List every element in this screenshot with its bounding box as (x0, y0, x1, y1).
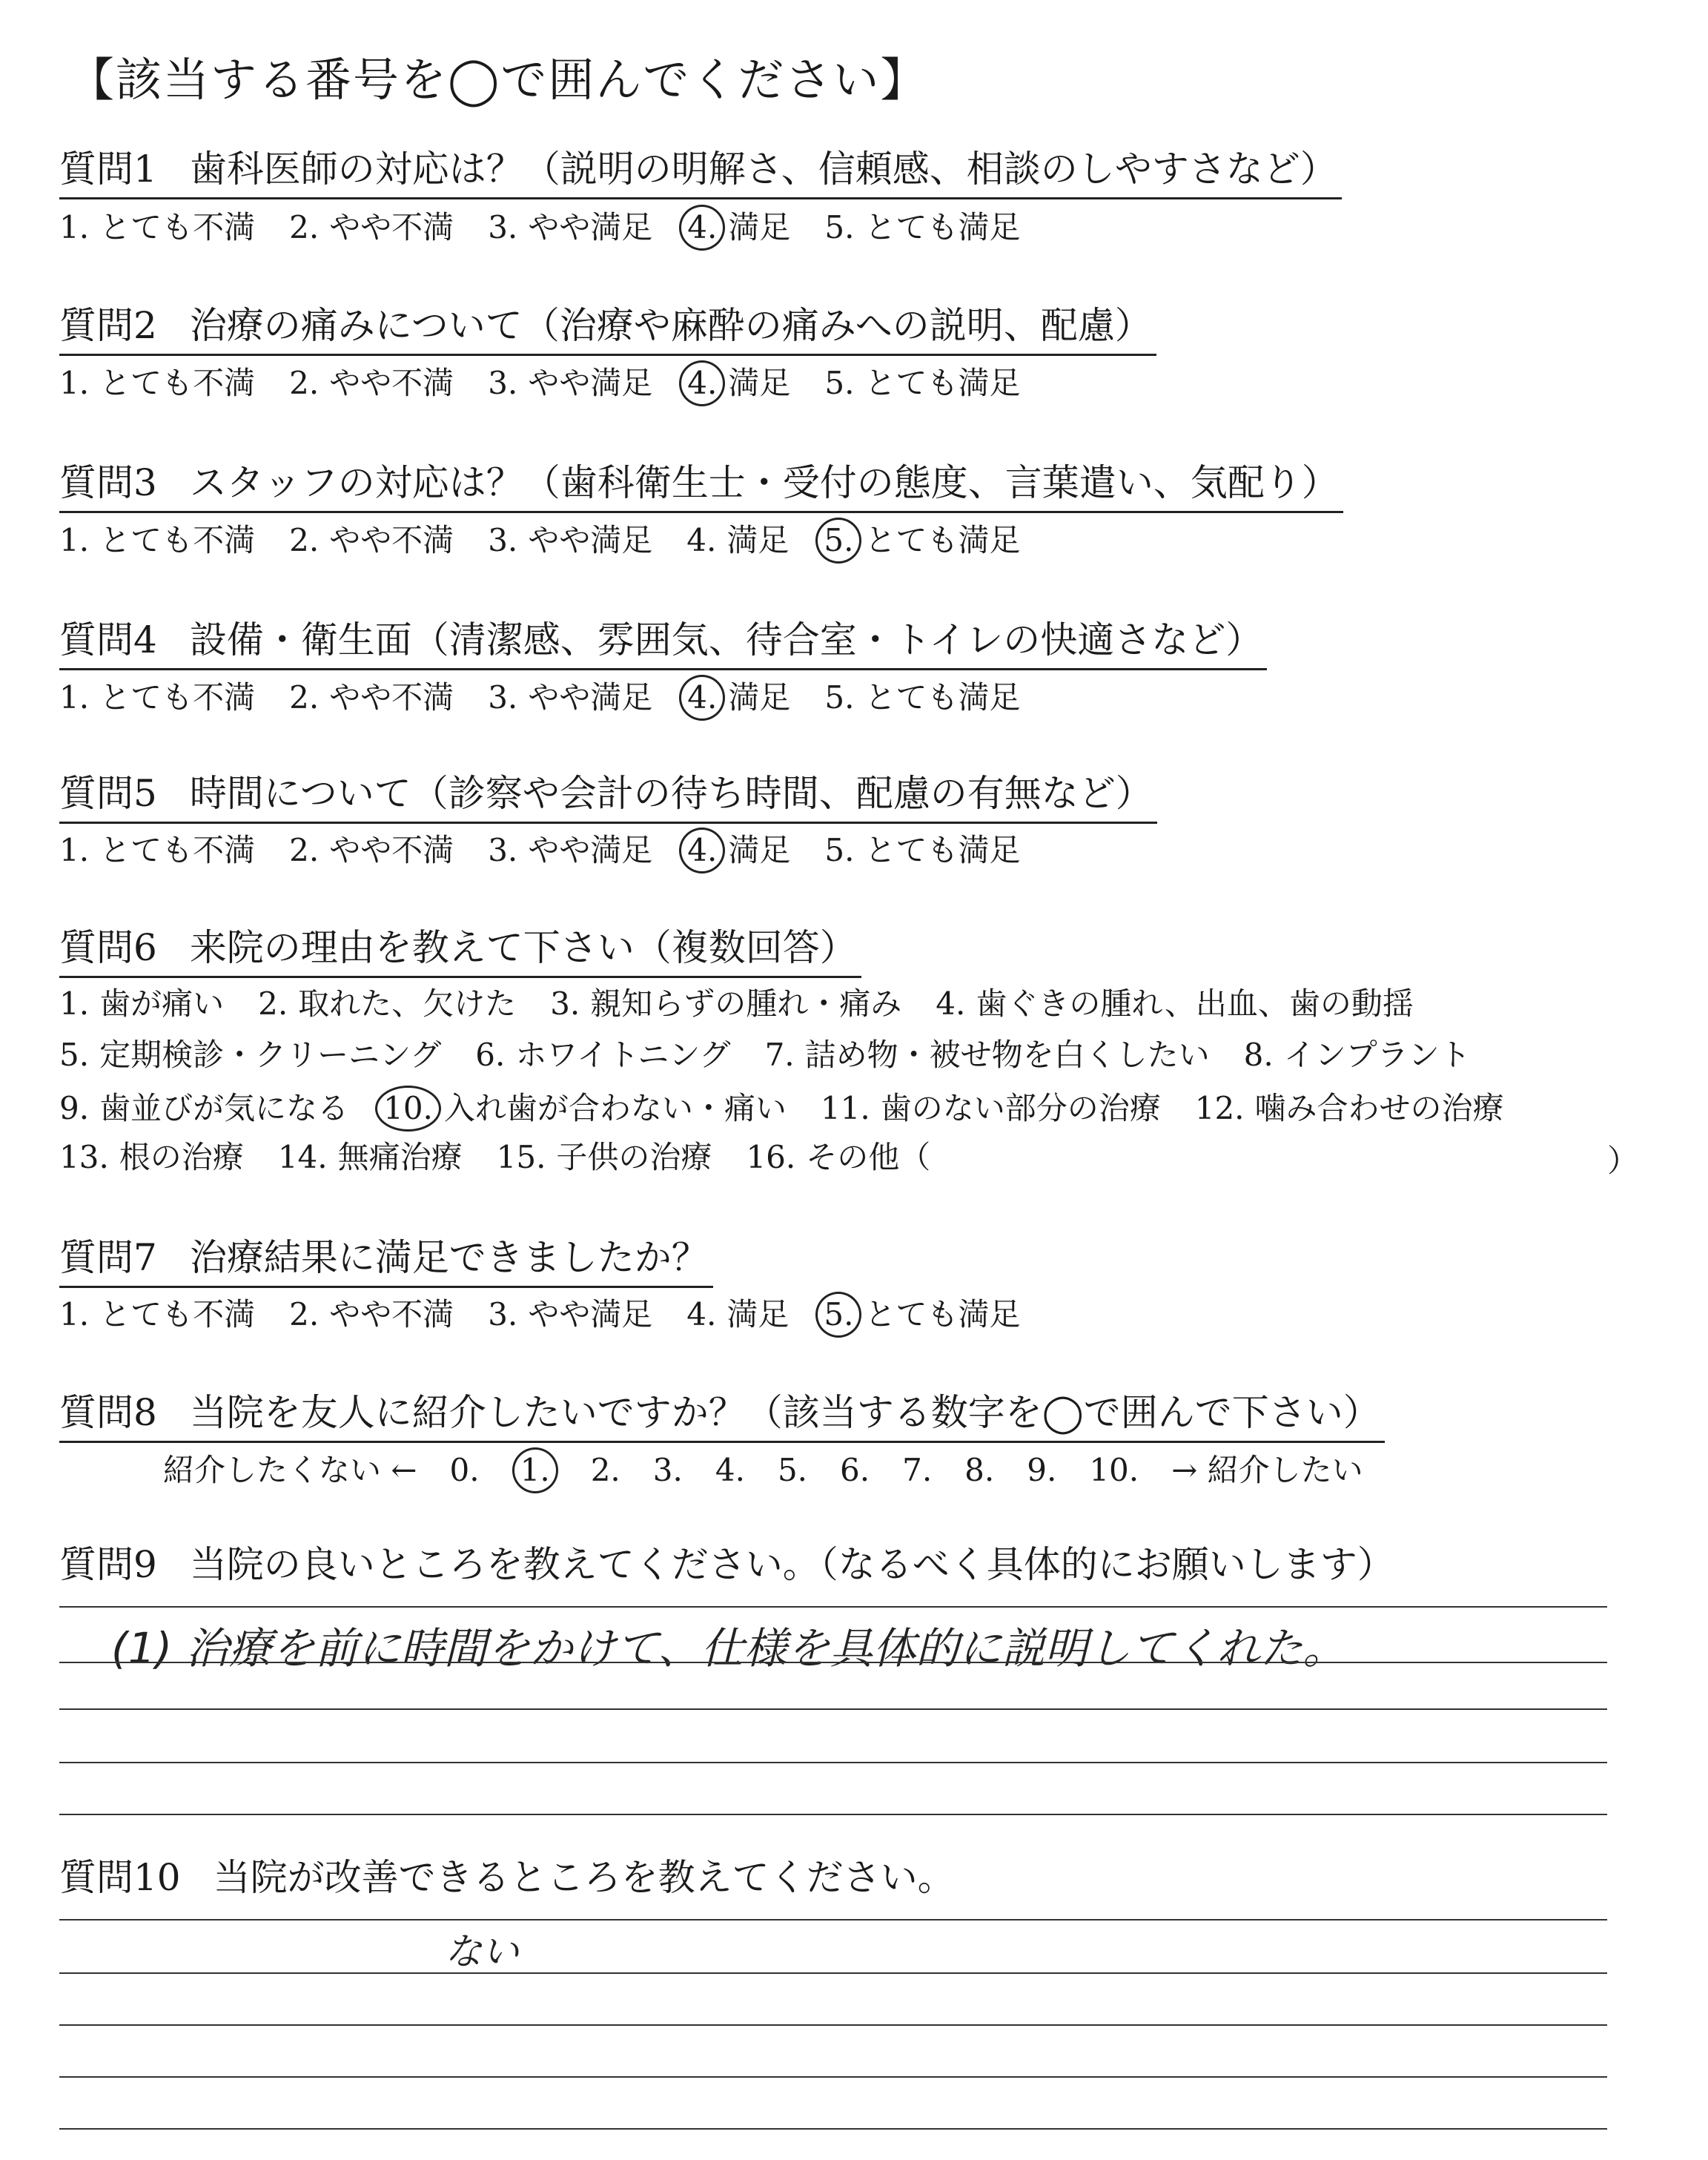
answer-line (59, 1814, 1607, 1815)
q6-option-number: 10. (375, 1086, 441, 1132)
q6-option-label: ホワイトニング (515, 1037, 731, 1073)
q4-option-label: やや不満 (329, 679, 454, 716)
q4-header (59, 616, 1267, 670)
q1-text: 歯科医師の対応は？（説明の明解さ、信頼感、相談のしやすさなど） (189, 148, 1337, 191)
q6-option[interactable] (1195, 1088, 1504, 1129)
q6-option[interactable] (497, 1137, 712, 1178)
q4-text: 設備・衛生面（清潔感、雰囲気、待合室・トイレの快適さなど） (189, 618, 1263, 661)
q6-option[interactable] (550, 983, 901, 1025)
q5-options (59, 828, 1054, 873)
q5-option[interactable] (289, 830, 454, 871)
q2-option-number: 1. (59, 365, 90, 401)
q6-option-label: 無痛治療 (337, 1139, 463, 1175)
q6-option-number: 6. (475, 1037, 506, 1073)
q6-option-label: 定期検診・クリーニング (99, 1037, 442, 1073)
q6-option-number: 15. (496, 1139, 546, 1175)
q5-option-number: 1. (59, 832, 90, 868)
q5-option[interactable] (59, 830, 255, 871)
q2-option[interactable] (824, 363, 1020, 404)
q7-option[interactable] (686, 1294, 789, 1335)
q2-option-number: 4. (679, 360, 725, 406)
q8-scale-option[interactable]: 1. (512, 1447, 558, 1493)
q2-label: 質問2 (59, 304, 157, 347)
q3-option-number: 5. (815, 518, 861, 564)
answer-line (59, 1662, 1607, 1663)
q6-option-number: 14. (277, 1139, 328, 1175)
q6-option-number: 2. (258, 985, 288, 1022)
q6-option-label: 歯のない部分の治療 (880, 1090, 1161, 1126)
q9-text: 当院の良いところを教えてください。（なるべく具体的にお願いします） (189, 1543, 1394, 1586)
q6-option[interactable] (59, 1088, 348, 1129)
q8-scale-option[interactable]: 0. (449, 1452, 480, 1488)
q6-option-label: 親知らずの腫れ・痛み (590, 985, 902, 1022)
q7-option[interactable] (289, 1294, 454, 1335)
q9-label: 質問9 (59, 1543, 157, 1586)
q4-option-number: 2. (289, 679, 320, 716)
q2-option[interactable] (686, 360, 790, 406)
q6-option-label: 歯が痛い (99, 985, 225, 1022)
q6-option-number: 12. (1194, 1090, 1245, 1126)
q4-option-number: 4. (679, 675, 725, 721)
q5-option-label: 満足 (728, 832, 791, 868)
q6-option-label: 歯並びが気になる (99, 1090, 349, 1126)
q6-option[interactable] (59, 1034, 441, 1076)
q6-option[interactable] (383, 1086, 787, 1132)
q6-option-number: 11. (820, 1090, 870, 1126)
q2-option-label: やや満足 (528, 365, 653, 401)
q7-option-number: 4. (686, 1296, 717, 1332)
q6-options-row (59, 1034, 1505, 1076)
q2-option-label: やや不満 (329, 365, 454, 401)
q4-option[interactable] (59, 677, 255, 719)
q6-option-label: 詰め物・被せ物を白くしたい (804, 1037, 1210, 1073)
q5-option-number: 2. (289, 832, 320, 868)
q5-option-number: 3. (488, 832, 518, 868)
q6-option-label: 歯ぐきの腫れ、出血、歯の動揺 (976, 985, 1414, 1022)
q9-handwritten-answer: (1) 治療を前に時間をかけて、仕様を具体的に説明してくれた。 (111, 1623, 1346, 1674)
q6-other-close: ） (1607, 1143, 1639, 1179)
q3-header (59, 459, 1343, 513)
q8-label: 質問8 (59, 1391, 157, 1434)
q1-option[interactable] (488, 207, 652, 248)
q2-options (59, 360, 1054, 406)
q1-option-label: やや不満 (329, 209, 454, 245)
q5-option-number: 4. (679, 828, 725, 873)
q7-option-label: やや不満 (329, 1296, 454, 1332)
q5-header (59, 770, 1157, 824)
q4-option[interactable] (488, 677, 652, 719)
q1-label: 質問1 (59, 148, 157, 191)
q3-option-number: 4. (686, 522, 717, 558)
q8-scale-option[interactable]: 10. (1089, 1452, 1139, 1488)
q5-option-label: とても満足 (864, 832, 1021, 868)
q7-options (59, 1292, 1054, 1338)
q10-header (59, 1854, 959, 1906)
q1-option[interactable] (824, 207, 1020, 248)
q6-option[interactable] (59, 983, 224, 1025)
q4-option-number: 3. (488, 679, 518, 716)
q7-header (59, 1234, 713, 1288)
q6-option-number: 5. (59, 1037, 90, 1073)
q1-option-number: 3. (488, 209, 518, 245)
q1-option[interactable] (59, 207, 255, 248)
q6-option[interactable] (258, 983, 516, 1025)
q5-option-number: 5. (824, 832, 855, 868)
q3-options (59, 518, 1054, 564)
q6-option[interactable] (821, 1088, 1161, 1129)
q8-scale (163, 1447, 1396, 1493)
q6-option-number: 1. (59, 985, 90, 1022)
q8-scale-option[interactable]: 8. (964, 1452, 995, 1488)
q2-option[interactable] (289, 363, 454, 404)
q7-option-label: やや満足 (528, 1296, 653, 1332)
q6-option-label: 噛み合わせの治療 (1254, 1090, 1504, 1126)
q3-option-number: 1. (59, 522, 90, 558)
answer-line (59, 2128, 1607, 2130)
q2-option-number: 3. (488, 365, 518, 401)
q6-option-number: 9. (59, 1090, 90, 1126)
q7-option-label: とても満足 (864, 1296, 1021, 1332)
q7-text: 治療結果に満足できましたか？ (189, 1236, 709, 1279)
answer-line (59, 1762, 1607, 1763)
q5-option[interactable] (488, 830, 652, 871)
q8-scale-option[interactable]: 9. (1027, 1452, 1057, 1488)
q1-option-number: 1. (59, 209, 90, 245)
q6-options-row (59, 1137, 964, 1178)
q1-option-label: とても不満 (99, 209, 256, 245)
q6-options-row (59, 983, 1448, 1025)
q5-option-label: やや不満 (329, 832, 454, 868)
q7-option-number: 5. (815, 1292, 861, 1338)
q3-label: 質問3 (59, 461, 157, 504)
q8-scale-option[interactable]: 6. (840, 1452, 870, 1488)
answer-line (59, 1919, 1607, 1920)
q8-header (59, 1389, 1385, 1443)
q1-option-number: 4. (679, 205, 725, 251)
q2-option-label: とても満足 (864, 365, 1021, 401)
q1-option-label: やや満足 (528, 209, 653, 245)
answer-line (59, 1972, 1607, 1974)
q4-option[interactable] (686, 675, 790, 721)
q3-option[interactable] (823, 518, 1020, 564)
q3-option[interactable] (686, 520, 789, 561)
q8-scale-option[interactable]: 2. (590, 1452, 620, 1488)
q5-text: 時間について（診察や会計の待ち時間、配慮の有無など） (189, 772, 1153, 815)
q5-label: 質問5 (59, 772, 157, 815)
q6-option[interactable] (59, 1137, 244, 1178)
q6-option-label: 根の治療 (119, 1139, 244, 1175)
q8-text: 当院を友人に紹介したいですか？（該当する数字を◯で囲んで下さい） (189, 1391, 1380, 1434)
q3-option[interactable] (59, 520, 255, 561)
q4-option-number: 5. (824, 679, 855, 716)
q4-label: 質問4 (59, 618, 157, 661)
q2-option-number: 2. (289, 365, 320, 401)
q3-option-number: 2. (289, 522, 320, 558)
answer-line (59, 2024, 1607, 2026)
q6-option-label: 取れた、欠けた (298, 985, 517, 1022)
q4-option[interactable] (289, 677, 454, 719)
q6-options-row (59, 1086, 1538, 1132)
q4-options (59, 675, 1054, 721)
q6-option-label: 子供の治療 (556, 1139, 712, 1175)
q6-text: 来院の理由を教えて下さい（複数回答） (189, 926, 857, 969)
q2-option-label: とても不満 (99, 365, 256, 401)
q6-option[interactable] (746, 1137, 930, 1178)
q4-option-label: とても満足 (864, 679, 1021, 716)
q8-left-label: 紹介したくない ← (163, 1452, 417, 1488)
q7-option[interactable] (823, 1292, 1020, 1338)
q1-option-label: 満足 (728, 209, 791, 245)
q6-option-number: 16. (746, 1139, 796, 1175)
q6-option-label: その他（ (806, 1139, 931, 1175)
q3-option-label: やや不満 (329, 522, 454, 558)
q6-option-number: 3. (550, 985, 580, 1022)
q7-option[interactable] (59, 1294, 255, 1335)
q8-scale-option[interactable]: 4. (715, 1452, 745, 1488)
q7-option[interactable] (488, 1294, 652, 1335)
q6-option-number: 7. (764, 1037, 795, 1073)
q4-option-number: 1. (59, 679, 90, 716)
q6-option[interactable] (1244, 1034, 1471, 1076)
q5-option-label: やや満足 (528, 832, 653, 868)
q5-option[interactable] (686, 828, 790, 873)
q3-option-label: とても不満 (99, 522, 256, 558)
q8-scale-option[interactable]: 5. (777, 1452, 808, 1488)
q6-option-label: インプラント (1283, 1037, 1471, 1073)
q1-option-label: とても満足 (864, 209, 1021, 245)
q4-option-label: 満足 (728, 679, 791, 716)
q10-label: 質問10 (59, 1856, 181, 1899)
q5-option-label: とても不満 (99, 832, 256, 868)
q6-option[interactable] (936, 983, 1414, 1025)
q9-header (59, 1541, 1399, 1593)
q6-option-number: 8. (1243, 1037, 1274, 1073)
q4-option-label: とても不満 (99, 679, 256, 716)
q7-label: 質問7 (59, 1236, 157, 1279)
q2-option-number: 5. (824, 365, 855, 401)
q10-text: 当院が改善できるところを教えてください。 (213, 1856, 955, 1899)
q8-right-label: → 紹介したい (1171, 1452, 1363, 1488)
q6-option[interactable] (278, 1137, 463, 1178)
q3-option-label: やや満足 (528, 522, 653, 558)
q1-options (59, 205, 1054, 251)
q2-option[interactable] (488, 363, 652, 404)
q7-option-number: 1. (59, 1296, 90, 1332)
q1-option[interactable] (289, 207, 454, 248)
q2-text: 治療の痛みについて（治療や麻酔の痛みへの説明、配慮） (189, 304, 1152, 347)
q6-option[interactable] (475, 1034, 730, 1076)
q7-option-label: 満足 (726, 1296, 790, 1332)
q1-header (59, 145, 1342, 199)
q6-option-label: 入れ歯が合わない・痛い (443, 1090, 787, 1126)
q6-option-number: 4. (936, 985, 966, 1022)
answer-line (59, 2076, 1607, 2078)
q5-option[interactable] (824, 830, 1020, 871)
q6-label: 質問6 (59, 926, 157, 969)
q1-option-number: 5. (824, 209, 855, 245)
q2-option-label: 満足 (728, 365, 791, 401)
q6-option-number: 13. (59, 1139, 109, 1175)
q3-option[interactable] (488, 520, 652, 561)
q8-scale-option[interactable]: 7. (902, 1452, 933, 1488)
q6-header (59, 924, 861, 978)
q6-option[interactable] (765, 1034, 1210, 1076)
q2-header (59, 302, 1156, 356)
answer-line (59, 1708, 1607, 1710)
answer-line (59, 1606, 1607, 1608)
q3-option-label: 満足 (726, 522, 790, 558)
q7-option-number: 3. (488, 1296, 518, 1332)
q3-option-label: とても満足 (864, 522, 1021, 558)
q7-option-label: とても不満 (99, 1296, 256, 1332)
q1-option[interactable] (686, 205, 790, 251)
q10-handwritten-answer: ない (445, 1930, 519, 1973)
q1-option-number: 2. (289, 209, 320, 245)
page-title: 【該当する番号を◯で囲んでください】 (68, 53, 928, 107)
q7-option-number: 2. (289, 1296, 320, 1332)
q3-option[interactable] (289, 520, 454, 561)
q2-option[interactable] (59, 363, 255, 404)
q4-option-label: やや満足 (528, 679, 653, 716)
q3-text: スタッフの対応は？（歯科衛生士・受付の態度、言葉遣い、気配り） (189, 461, 1339, 504)
q8-scale-option[interactable]: 3. (652, 1452, 683, 1488)
q3-option-number: 3. (488, 522, 518, 558)
q4-option[interactable] (824, 677, 1020, 719)
